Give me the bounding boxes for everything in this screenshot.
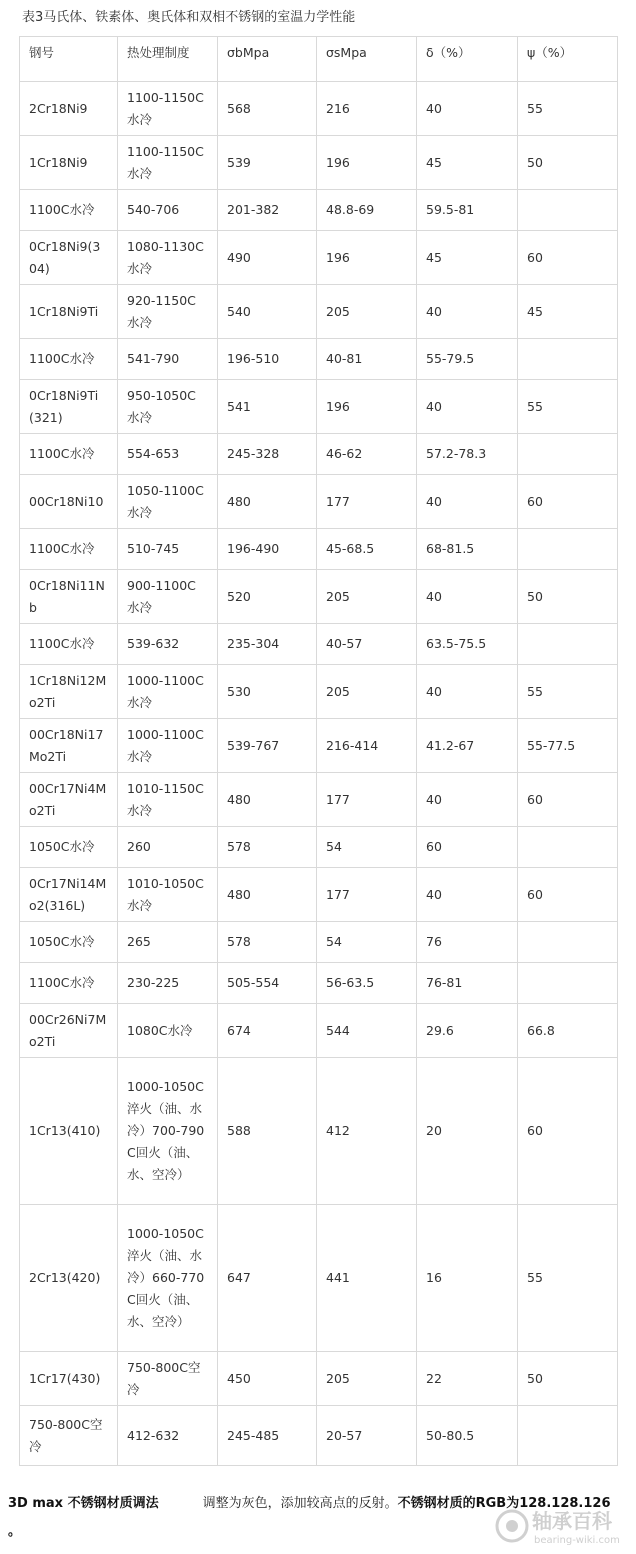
table-cell: 1Cr13(410) [20,1058,118,1205]
table-cell: 1050C水冷 [20,827,118,868]
table-cell: 539-767 [218,719,317,773]
table-row [20,231,618,285]
table-cell: 40-81 [317,339,417,380]
table-cell: 00Cr18Ni17Mo2Ti [20,719,118,773]
footer-description: 调整为灰色，添加较高点的反射。 [202,1496,398,1511]
table-cell: 56-63.5 [317,963,417,1004]
table-cell: 1000-1050C淬火（油、水冷）660-770C回火（油、水、空冷） [118,1205,218,1352]
table-cell: 205 [317,1352,417,1406]
table-cell: 177 [317,868,417,922]
table-cell: 530 [218,665,317,719]
table-row [20,773,618,827]
table-cell: 196 [317,380,417,434]
table-cell: 541-790 [118,339,218,380]
table-cell: 1100C水冷 [20,529,118,570]
table-cell: 50 [518,136,618,190]
table-cell: 216 [317,82,417,136]
header-cell: 钢号 [20,37,118,82]
table-cell: 1100C水冷 [20,190,118,231]
table-cell: 541 [218,380,317,434]
table-cell: 647 [218,1205,317,1352]
table-cell: 588 [218,1058,317,1205]
table-cell: 57.2-78.3 [417,434,518,475]
table-cell [518,529,618,570]
table-row [20,827,618,868]
properties-table [19,36,618,1466]
table-cell: 50 [518,1352,618,1406]
table-cell: 1000-1100C水冷 [118,665,218,719]
table-cell: 0Cr18Ni9(304) [20,231,118,285]
table-cell: 1Cr17(430) [20,1352,118,1406]
table-cell: 40 [417,665,518,719]
table-cell: 40-57 [317,624,417,665]
table-cell: 177 [317,773,417,827]
table-cell: 260 [118,827,218,868]
table-cell [518,827,618,868]
table-cell: 0Cr17Ni14Mo2(316L) [20,868,118,922]
table-row [20,868,618,922]
table-cell: 205 [317,285,417,339]
table-row [20,624,618,665]
table-cell: 40 [417,868,518,922]
footer-rgb-note: 不锈钢材质的RGB为128.128.126 。 [8,1496,611,1539]
table-row [20,1406,618,1466]
table-row [20,1058,618,1205]
header-cell: ψ（%） [518,37,618,82]
table-cell: 29.6 [417,1004,518,1058]
header-cell: σsMpa [317,37,417,82]
table-cell: 48.8-69 [317,190,417,231]
table-row [20,922,618,963]
table-cell: 50 [518,570,618,624]
table-cell: 539-632 [118,624,218,665]
table-cell: 450 [218,1352,317,1406]
table-cell: 40 [417,773,518,827]
table-header-row [20,37,618,82]
table-cell: 2Cr18Ni9 [20,82,118,136]
table-cell: 59.5-81 [417,190,518,231]
table-cell: 55 [518,1205,618,1352]
table-row [20,570,618,624]
table-cell: 1010-1050C水冷 [118,868,218,922]
table-cell: 60 [518,231,618,285]
table-cell: 60 [518,773,618,827]
table-cell: 60 [518,868,618,922]
table-row [20,434,618,475]
table-cell: 480 [218,868,317,922]
table-cell: 1080-1130C水冷 [118,231,218,285]
table-cell: 41.2-67 [417,719,518,773]
table-cell: 196 [317,231,417,285]
table-cell: 1100-1150C水冷 [118,82,218,136]
table-cell: 950-1050C水冷 [118,380,218,434]
table-cell: 750-800C空冷 [118,1352,218,1406]
table-row [20,719,618,773]
table-cell: 245-485 [218,1406,317,1466]
table-row [20,529,618,570]
table-cell: 578 [218,827,317,868]
table-cell: 230-225 [118,963,218,1004]
table-caption: 表3马氏体、铁素体、奥氏体和双相不锈钢的室温力学性能 [22,10,356,25]
table-cell [518,190,618,231]
table-cell: 1Cr18Ni9 [20,136,118,190]
table-cell: 50-80.5 [417,1406,518,1466]
table-cell: 216-414 [317,719,417,773]
table-cell [518,1406,618,1466]
table-row [20,1352,618,1406]
table-cell: 40 [417,285,518,339]
watermark-brand: 轴承百科 [532,1509,612,1533]
table-cell: 490 [218,231,317,285]
table-row [20,475,618,529]
table-cell: 201-382 [218,190,317,231]
table-cell: 1100C水冷 [20,339,118,380]
table-cell: 1100-1150C水冷 [118,136,218,190]
table-row [20,285,618,339]
table-cell: 40 [417,570,518,624]
table-cell [518,963,618,1004]
table-cell: 177 [317,475,417,529]
table-cell: 1100C水冷 [20,434,118,475]
table-cell: 00Cr17Ni4Mo2Ti [20,773,118,827]
table-cell: 480 [218,773,317,827]
properties-table-container [19,36,617,1466]
table-cell: 55 [518,665,618,719]
table-cell: 1010-1150C水冷 [118,773,218,827]
table-cell: 1000-1050C淬火（油、水冷）700-790C回火（油、水、空冷） [118,1058,218,1205]
table-cell: 196-490 [218,529,317,570]
table-body [20,37,618,1466]
table-cell: 00Cr26Ni7Mo2Ti [20,1004,118,1058]
table-cell: 920-1150C水冷 [118,285,218,339]
table-cell: 00Cr18Ni10 [20,475,118,529]
table-cell: 540-706 [118,190,218,231]
table-row [20,339,618,380]
watermark-logo [490,1504,630,1548]
table-cell: 0Cr18Ni9Ti(321) [20,380,118,434]
table-cell: 540 [218,285,317,339]
table-cell: 544 [317,1004,417,1058]
table-cell: 1100C水冷 [20,963,118,1004]
table-row [20,665,618,719]
table-cell: 750-800C空冷 [20,1406,118,1466]
table-cell: 2Cr13(420) [20,1205,118,1352]
table-cell: 235-304 [218,624,317,665]
header-cell: 热处理制度 [118,37,218,82]
table-cell [518,624,618,665]
table-cell: 40 [417,475,518,529]
table-cell: 68-81.5 [417,529,518,570]
table-cell [518,434,618,475]
table-cell: 66.8 [518,1004,618,1058]
table-cell: 16 [417,1205,518,1352]
table-cell: 55-79.5 [417,339,518,380]
table-cell: 20 [417,1058,518,1205]
table-cell: 45-68.5 [317,529,417,570]
table-cell: 510-745 [118,529,218,570]
table-row [20,380,618,434]
table-cell: 55-77.5 [518,719,618,773]
table-cell: 1Cr18Ni12Mo2Ti [20,665,118,719]
header-cell: σbMpa [218,37,317,82]
table-cell: 578 [218,922,317,963]
table-cell: 265 [118,922,218,963]
table-cell: 20-57 [317,1406,417,1466]
table-cell: 554-653 [118,434,218,475]
table-cell: 60 [417,827,518,868]
header-cell: δ（%） [417,37,518,82]
table-cell: 1080C水冷 [118,1004,218,1058]
table-cell: 1Cr18Ni9Ti [20,285,118,339]
table-cell: 245-328 [218,434,317,475]
table-cell: 520 [218,570,317,624]
table-cell: 441 [317,1205,417,1352]
table-cell: 45 [417,136,518,190]
table-cell: 205 [317,665,417,719]
table-cell: 1000-1100C水冷 [118,719,218,773]
table-cell: 55 [518,380,618,434]
table-cell: 22 [417,1352,518,1406]
table-cell: 568 [218,82,317,136]
table-cell: 900-1100C水冷 [118,570,218,624]
table-row [20,963,618,1004]
table-cell: 1100C水冷 [20,624,118,665]
table-cell: 539 [218,136,317,190]
table-row [20,1004,618,1058]
table-cell [518,339,618,380]
table-row [20,82,618,136]
table-cell: 480 [218,475,317,529]
table-cell: 46-62 [317,434,417,475]
table-cell: 60 [518,475,618,529]
table-cell: 412 [317,1058,417,1205]
table-cell: 0Cr18Ni11Nb [20,570,118,624]
table-cell: 40 [417,82,518,136]
table-cell: 505-554 [218,963,317,1004]
table-cell: 412-632 [118,1406,218,1466]
table-cell: 45 [417,231,518,285]
table-cell: 1050C水冷 [20,922,118,963]
table-cell: 674 [218,1004,317,1058]
table-cell: 54 [317,922,417,963]
table-cell: 196-510 [218,339,317,380]
table-cell [518,922,618,963]
table-cell: 45 [518,285,618,339]
table-cell: 205 [317,570,417,624]
table-cell: 196 [317,136,417,190]
table-row [20,136,618,190]
table-cell: 60 [518,1058,618,1205]
footer-title: 3D max 不锈钢材质调法 [8,1496,159,1511]
table-cell: 55 [518,82,618,136]
table-cell: 76-81 [417,963,518,1004]
watermark-url: bearing-wiki.com [534,1535,620,1546]
table-row [20,1205,618,1352]
table-cell: 63.5-75.5 [417,624,518,665]
table-cell: 1050-1100C水冷 [118,475,218,529]
table-row [20,190,618,231]
table-cell: 54 [317,827,417,868]
table-cell: 40 [417,380,518,434]
table-cell: 76 [417,922,518,963]
